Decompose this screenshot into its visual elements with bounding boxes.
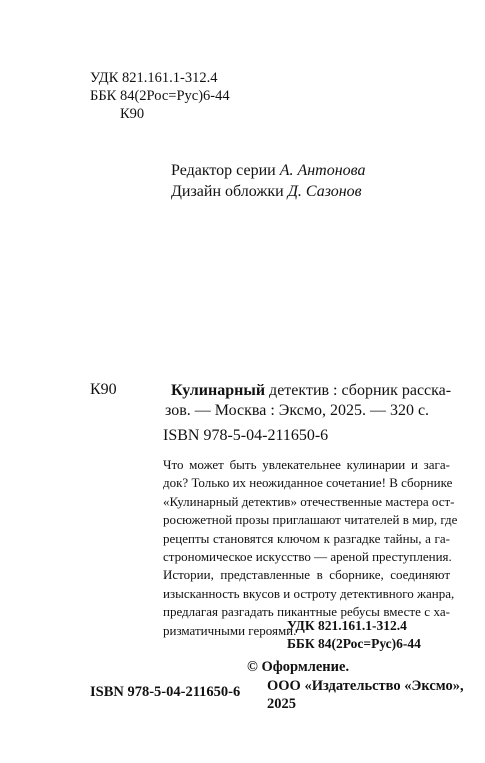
annotation-line: ризматичными героями. <box>163 622 297 638</box>
classification-udk: УДК 821.161.1-312.4 <box>287 618 407 633</box>
credits <box>171 160 366 202</box>
classification-bbk: ББК 84(2Рос=Рус)6-44 <box>287 636 421 651</box>
annotation-line: «Кулинарный детектив» отечественные мастера ост- <box>163 493 455 509</box>
copyright-line-3: 2025 <box>267 696 296 713</box>
series-editor-label: Редактор серии <box>171 162 276 179</box>
annotation-line: рецепты становятся ключом к разгадке тайны, а га- <box>163 530 450 546</box>
main-entry-code: К90 <box>90 381 117 398</box>
annotation-line: строномическое искусство — ареной преступления. <box>163 549 452 565</box>
annotation-line: предлагая разгадать пикантные ребусы вместе с ха- <box>163 604 450 620</box>
isbn-main: ISBN 978-5-04-211650-6 <box>163 427 329 444</box>
series-editor-line <box>171 160 366 181</box>
annotation-line: изысканность вкусов и остроту детективного жанра, <box>163 585 455 601</box>
copyright-line-1: © Оформление. <box>247 659 350 675</box>
main-entry-line-2: зов. — Москва : Эксмо, 2025. — 320 с. <box>165 402 430 419</box>
main-entry <box>165 381 452 421</box>
main-entry-line-1 <box>171 381 451 401</box>
udk-code: УДК 821.161.1-312.4 <box>90 70 218 86</box>
main-entry-line-1-rest: детектив : сборник расска- <box>265 382 452 399</box>
copyright-line-2: ООО «Издательство «Эксмо», <box>267 677 464 694</box>
udk-bbk-block <box>90 69 230 123</box>
series-editor-name: А. Антонова <box>279 162 366 179</box>
copyright-block <box>247 658 464 714</box>
annotation-line: Истории, представленные в сборнике, соединяют <box>163 567 450 583</box>
author-sign: К90 <box>120 106 145 122</box>
annotation-line: росюжетной прозы приглашают читателей в мир, где <box>163 512 458 528</box>
annotation <box>163 456 458 640</box>
annotation-line: Что может быть увлекательнее кулинарии и зага- <box>163 457 450 472</box>
classification-block <box>287 617 421 653</box>
main-entry-title: Кулинарный <box>171 382 266 399</box>
annotation-line: док? Только их неожиданное сочетание! В сборнике <box>163 475 453 491</box>
cover-design-name: Д. Сазонов <box>287 183 362 200</box>
isbn-bottom: ISBN 978-5-04-211650-6 <box>90 684 241 700</box>
bbk-code: ББК 84(2Рос=Рус)6-44 <box>90 88 230 104</box>
cover-design-line <box>171 181 366 202</box>
cover-design-label: Дизайн обложки <box>171 183 284 200</box>
